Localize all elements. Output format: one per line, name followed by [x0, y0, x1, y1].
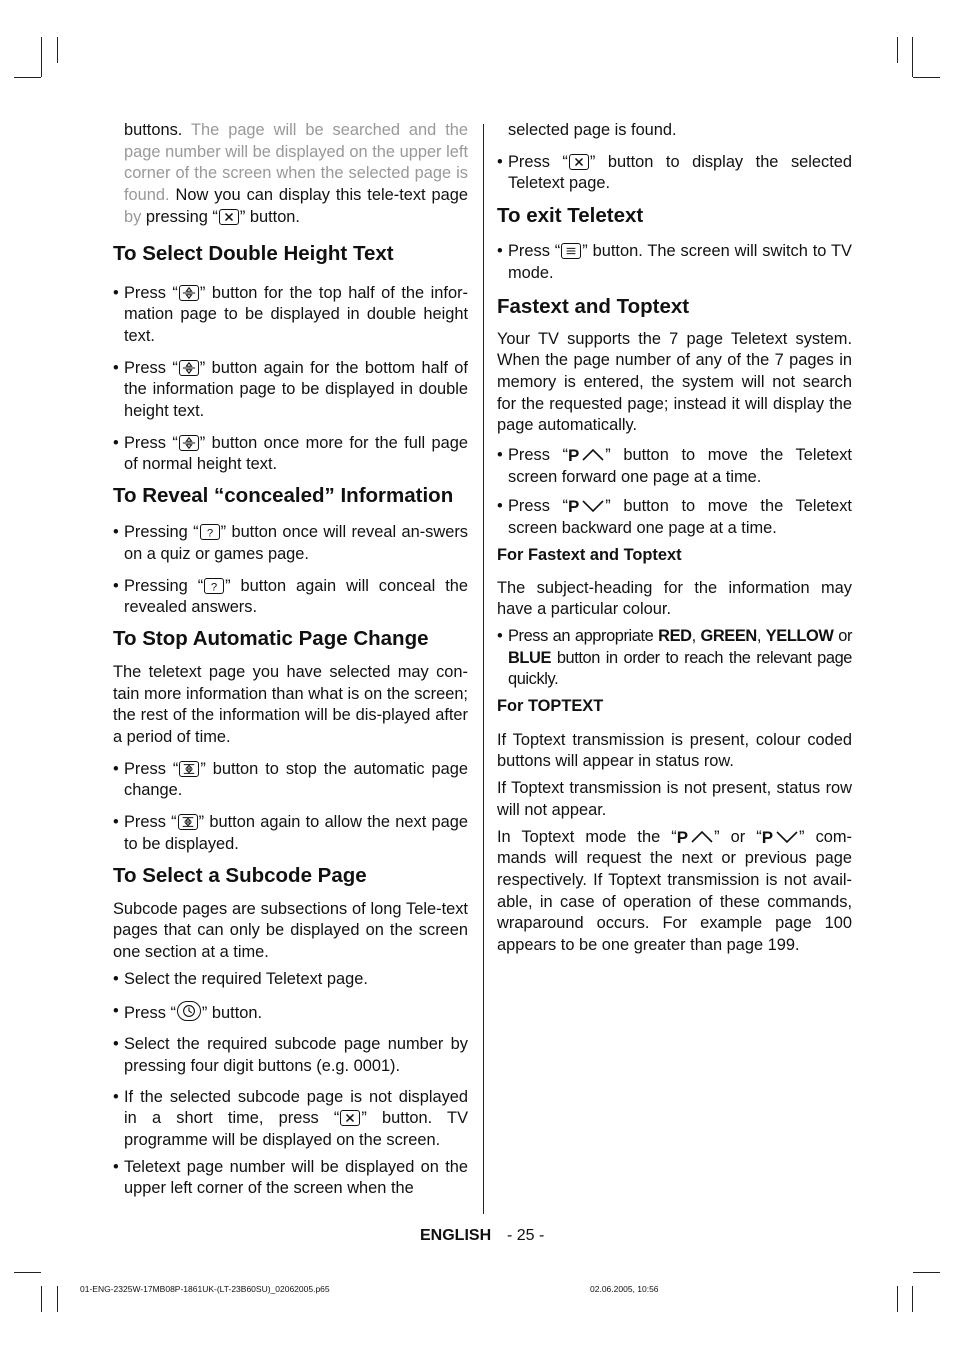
right-column	[497, 118, 852, 957]
subcode-clock-icon	[177, 1001, 201, 1021]
list-item: • Press “P ” button to move the Teletext screen forward one page at a time.	[497, 445, 852, 488]
chevron-up-icon	[581, 448, 605, 462]
page-number: - 25 -	[507, 1227, 545, 1244]
hold-icon	[179, 761, 199, 777]
list-item: • Select the required Teletext page.	[113, 969, 468, 991]
heading-double-height: To Select Double Height Text	[113, 241, 394, 265]
reveal-question-icon	[204, 578, 224, 594]
list-item: • Press “ ” button to display the selected Teletext page.	[497, 152, 852, 195]
heading-stop-page-change: To Stop Automatic Page Change	[113, 626, 429, 650]
cancel-icon	[219, 209, 239, 225]
list-item: • Pressing “ ? ” button once will reveal an-swers on a quiz or games page.	[113, 522, 468, 565]
hold-icon	[178, 814, 198, 830]
crop-mark	[913, 77, 940, 78]
crop-mark	[41, 1286, 42, 1312]
list-item: • Press “ ” button to stop the automatic page change.	[113, 759, 468, 802]
heading-reveal: To Reveal “concealed” Information	[113, 484, 454, 508]
svg-text:?: ?	[206, 527, 213, 540]
crop-mark	[14, 1272, 41, 1273]
crop-mark	[41, 37, 42, 77]
svg-text:?: ?	[211, 580, 218, 593]
heading-fastext: Fastext and Toptext	[497, 294, 690, 318]
continued-paragraph: buttons. The page will be searched and the page number will be displayed on the upper left corner of the screen when the selected page is found. Now you can display this tele-text page by pressing “ ” button.	[124, 121, 468, 226]
continued-paragraph: selected page is found.	[508, 121, 677, 139]
crop-mark	[897, 1286, 898, 1312]
footer-filename: 01-ENG-2325W-17MB08P-1861UK-(LT-23B60SU)_02062005.p65	[80, 1284, 330, 1294]
double-height-icon	[179, 435, 199, 451]
crop-mark	[913, 1272, 940, 1273]
teletext-icon	[561, 243, 581, 259]
chevron-down-icon	[581, 499, 605, 513]
list-item: • Press “ ” button again to allow the next page to be displayed.	[113, 812, 468, 855]
subcode-paragraph: Subcode pages are subsections of long Tele-text pages that can only be displayed on the screen one section at a time.	[113, 899, 468, 961]
toptext-paragraph-3: In Toptext mode the “P ” or “P ” com-mands will request the next or previous page respectively. If Toptext transmission is not avail-able, in case of operation of these commands, wraparound occurs. For example page 100 appears to be one greater than page 199.	[497, 827, 852, 955]
heading-subcode: To Select a Subcode Page	[113, 863, 367, 887]
crop-mark	[912, 37, 913, 77]
left-column	[113, 118, 468, 1200]
list-item: • Select the required subcode page number by pressing four digit buttons (e.g. 0001).	[113, 1034, 468, 1077]
stop-paragraph: The teletext page you have selected may con-tain more information than what is on the screen; the rest of the information will be dis-played after a period of time.	[113, 662, 468, 747]
toptext-paragraph-1: If Toptext transmission is present, colour coded buttons will appear in status row.	[497, 730, 852, 771]
crop-mark	[14, 77, 41, 78]
crop-mark	[912, 1286, 913, 1312]
list-item: • Press “ ” button.	[113, 1001, 468, 1025]
list-item: • If the selected subcode page is not displayed in a short time, press “ ” button. TV programme will be displayed on the screen.	[113, 1087, 468, 1152]
reveal-question-icon	[200, 524, 220, 540]
crop-mark	[57, 1286, 58, 1312]
page-up-key: P	[677, 827, 714, 849]
list-item: • Press an appropriate RED, GREEN, YELLOW or BLUE button in order to reach the relevant page quickly.	[497, 626, 852, 691]
page-down-key: P	[568, 496, 605, 518]
double-height-icon	[179, 285, 199, 301]
crop-mark	[897, 37, 898, 63]
heading-exit-teletext: To exit Teletext	[497, 204, 644, 228]
column-divider	[483, 124, 484, 1214]
footer-language: ENGLISH	[420, 1227, 492, 1244]
list-item: • Pressing “ ? ” button again will conceal the revealed answers.	[113, 576, 468, 619]
toptext-paragraph-2: If Toptext transmission is not present, status row will not appear.	[497, 779, 852, 819]
chevron-up-icon	[690, 830, 714, 844]
list-item: • Press “P ” button to move the Teletext screen backward one page at a time.	[497, 496, 852, 539]
cancel-icon	[340, 1110, 360, 1126]
subject-paragraph: The subject-heading for the information may have a particular colour.	[497, 578, 852, 619]
fastext-paragraph: Your TV supports the 7 page Teletext system. When the page number of any of the 7 pages in memory is entered, the system will not search for the requested page; instead it will display the page automatically.	[497, 329, 852, 435]
list-item: • Press “ ” button once more for the full page of normal height text.	[113, 433, 468, 476]
cancel-icon	[569, 154, 589, 170]
list-item: • Press “ ” button for the top half of the infor-mation page to be displayed in double height text.	[113, 283, 468, 348]
list-item: • Press “ ” button again for the bottom half of the information page to be displayed in double height text.	[113, 358, 468, 423]
page-down-key: P	[762, 827, 799, 849]
crop-mark	[57, 37, 58, 63]
subheading-for-toptext: For TOPTEXT	[497, 697, 604, 716]
double-height-icon	[179, 360, 199, 376]
list-item: • Teletext page number will be displayed on the upper left corner of the screen when the	[113, 1157, 468, 1200]
list-item: • Press “ ” button. The screen will switch to TV mode.	[497, 241, 852, 284]
subheading-for-fastext: For Fastext and Toptext	[497, 545, 682, 564]
page-up-key: P	[568, 445, 605, 467]
footer-timestamp: 02.06.2005, 10:56	[590, 1284, 659, 1294]
chevron-down-icon	[775, 830, 799, 844]
